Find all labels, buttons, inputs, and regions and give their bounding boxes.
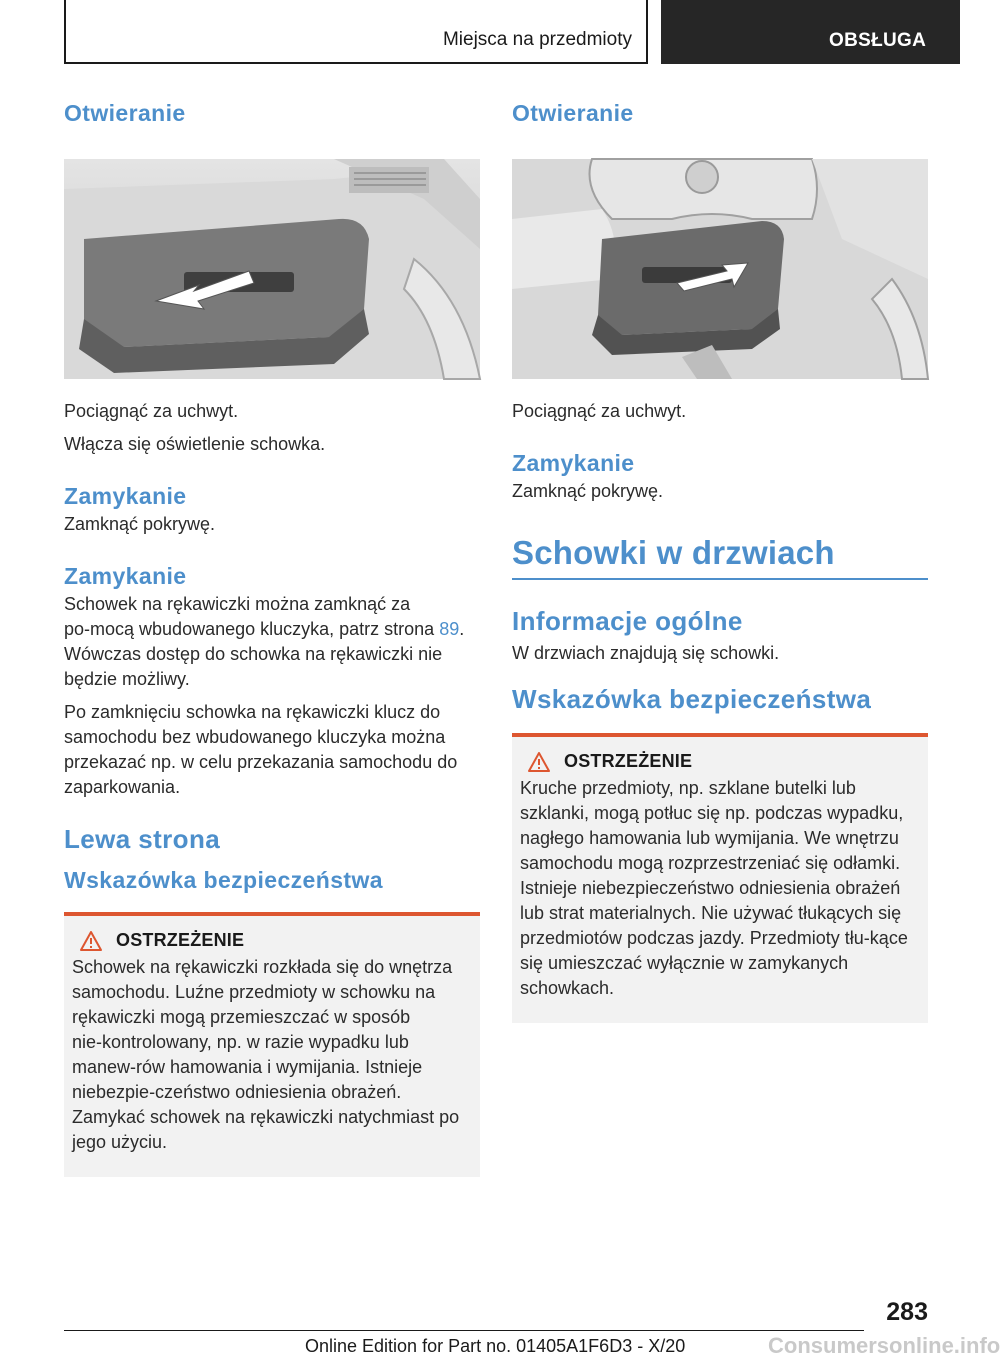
right-warning-title: OSTRZEŻENIE [564, 751, 693, 771]
right-closing-text: Zamknąć pokrywę. [512, 481, 664, 501]
warning-triangle-icon [80, 931, 102, 951]
page-link-89[interactable]: 89 [439, 619, 460, 639]
right-heading-opening: Otwieranie [512, 100, 634, 126]
left-section-title: Lewa strona [64, 824, 221, 854]
left-warning-box [64, 912, 480, 1177]
header-section-title: Miejsca na przedmioty [442, 29, 632, 50]
left-heading-opening: Otwieranie [64, 100, 186, 126]
right-opening-step: Pociągnąć za uchwyt. [512, 401, 687, 421]
right-chapter-title: Schowki w drzwiach [512, 534, 928, 580]
left-warning-text: Schowek na rękawiczki rozkłada się do wnętrza samochodu. Luźne przedmioty w schowku na rękawiczki mogą przemieszczać w sposób nie‑kontrolowany, np. w razie wypadku lub manew‑rów hamowania i wymijania. Istnieje niebezpie‑czeństwo odniesienia obrażeń. Zamykać schowek na rękawiczki natychmiast po jego użyciu. [72, 957, 460, 1152]
right-warning-text: Kruche przedmioty, np. szklane butelki lub szklanki, mogą potłuc się np. podczas wypadku, nagłego hamowania lub wymijania. We wnętrzu samochodu mogą rozprzestrzeniać się odłamki. Istnieje niebezpieczeństwo odniesienia obrażeń lub strat materialnych. Nie używać tłukących się przedmiotów podczas jazdy. Przedmioty tłu‑kące się umieszczać wyłącznie w zamykanych schowkach. [520, 778, 908, 998]
right-column [512, 100, 928, 1023]
page-number: 283 [886, 1298, 928, 1326]
warning-triangle-icon [528, 752, 550, 772]
left-locking-text: Schowek na rękawiczki można zamknąć za po‑mocą wbudowanego kluczyka, patrz strona 89. Wówczas dostęp do schowka na rękawiczki nie będzie możliwy. [64, 594, 465, 689]
left-opening-step: Pociągnąć za uchwyt. [64, 401, 239, 421]
right-info-heading: Informacje ogólne [512, 606, 743, 636]
header-section-box [64, 0, 648, 64]
glovebox-left-illustration [64, 159, 480, 379]
footer-divider [64, 1330, 864, 1331]
footer-edition: Online Edition for Part no. 01405A1F6D3 - X/20 [305, 1336, 686, 1356]
left-closing-text: Zamknąć pokrywę. [64, 514, 216, 534]
left-safety-heading: Wskazówka bezpieczeństwa [64, 867, 383, 893]
glovebox-right-illustration [512, 159, 928, 379]
watermark: Consumersonline.info [768, 1333, 1000, 1358]
left-warning-title: OSTRZEŻENIE [116, 930, 245, 950]
right-warning-box [512, 733, 928, 1023]
right-heading-closing: Zamykanie [512, 450, 635, 476]
left-heading-closing: Zamykanie [64, 483, 187, 509]
header-chapter-tab: OBSŁUGA [661, 0, 960, 64]
left-heading-locking: Zamykanie [64, 563, 187, 589]
left-column [64, 100, 480, 1177]
left-key-handover-text: Po zamknięciu schowka na rękawiczki klucz do samochodu bez wbudowanego kluczyka można przekazać np. w celu przekazania samochodu do zaparkowania. [64, 702, 458, 797]
right-safety-heading: Wskazówka bezpieczeństwa [512, 684, 872, 714]
left-opening-light-note: Włącza się oświetlenie schowka. [64, 434, 326, 454]
right-info-text: W drzwiach znajdują się schowki. [512, 643, 780, 663]
